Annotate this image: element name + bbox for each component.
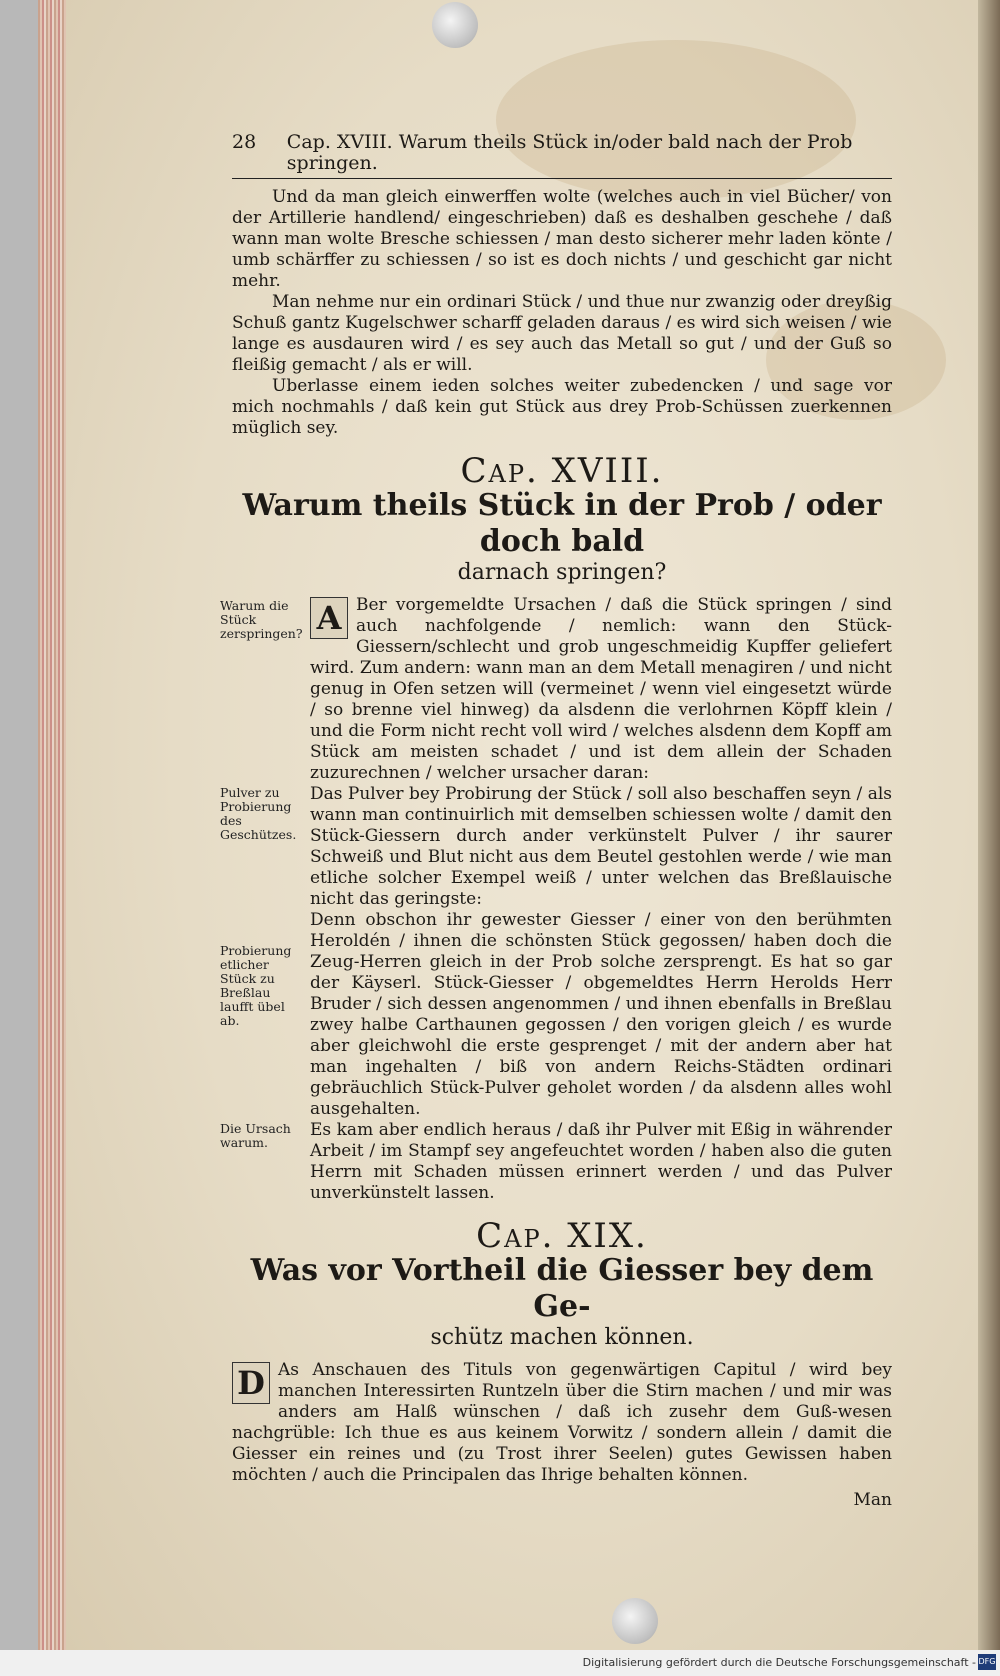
paragraph: Uberlasse einem ieden solches weiter zubedencken / und sage vor mich nochmahls / daß kein gut Stück aus drey Prob-Schüssen zuerkennen müglich sey. bbox=[232, 376, 892, 438]
digitization-footer bbox=[0, 1650, 1000, 1676]
page-clip-top bbox=[432, 2, 478, 48]
chapter-section bbox=[232, 1360, 892, 1486]
dfg-logo: DFG bbox=[978, 1654, 996, 1670]
book-edge bbox=[978, 0, 1000, 1650]
paragraph: Es kam aber endlich heraus / daß ihr Pulver mit Eßig in währender Arbeit / im Stampf sey angefeuchtet worden / haben also die guten Herrn mit Schaden müssen erinnert werden / und das Pulver unverkünstelt lassen. bbox=[310, 1120, 892, 1203]
margin-note: Die Ursach warum. bbox=[220, 1121, 291, 1150]
paragraph: Und da man gleich einwerffen wolte (welches auch in viel Bücher/ von der Artillerie handlend/ eingeschrieben) daß es deshalben geschehe / daß wann man wolte Bresche schiessen / man desto sicherer mehr laden könte / umb schärffer zu schiessen / so ist es doch nichts / und geschicht gar nicht mehr. bbox=[232, 187, 892, 291]
chapter-title: Was vor Vortheil die Giesser bey dem Ge- bbox=[250, 1253, 874, 1324]
drop-cap: D bbox=[232, 1362, 270, 1404]
margin-note: Probierung etlicher Stück zu Breßlau laufft übel ab. bbox=[220, 943, 292, 1028]
page-text bbox=[220, 131, 892, 1511]
paragraph: Ber vorgemeldte Ursachen / daß die Stück springen / sind auch nachfolgende / nemlich: wann den Stück-Giessern/schlecht und grob ungeschmeidig Kupffer geliefert wird. Zum andern: wann man an dem Metall menagiren / und nicht genug in Ofen setzen will (vermeinet / wenn viel eingesetzt würde / so brenne viel hinweg) da alsdenn die verlohrnen Köpff klein / und die Form nicht recht voll wird / welches alsdenn dem Kopff am Stück am meisten schadet / und ist dem allein der Schaden zuzurechnen / welcher ursacher daran: bbox=[310, 595, 892, 783]
paragraph: Man nehme nur ein ordinari Stück / und thue nur zwanzig oder dreyßig Schuß gantz Kugelschwer scharff geladen daraus / es wird sich weisen / wie lange es ausdauren wird / es sey auch das Metall so gut / und der Guß so fleißig gemacht / als er will. bbox=[232, 292, 892, 375]
margin-note: Warum die Stück zerspringen? bbox=[220, 598, 303, 641]
chapter-section bbox=[220, 910, 892, 1120]
catchword: Man bbox=[853, 1490, 892, 1510]
chapter-section bbox=[220, 784, 892, 910]
paragraph: Das Pulver bey Probirung der Stück / soll also beschaffen seyn / als wann man continuirlich mit demselben schiessen wolte / damit den Stück-Giessern durch ander verkünstelt Pulver / ihr saurer Schweiß und Blut nicht aus dem Beutel gestohlen werde / wie man etliche solcher Exempel weiß / unter welchen das Breßlauische nicht das geringste: bbox=[310, 784, 892, 909]
chapter-subtitle: darnach springen? bbox=[457, 560, 667, 585]
page-number: 28 bbox=[232, 131, 257, 153]
drop-cap: A bbox=[310, 597, 348, 639]
chapter-subtitle: schütz machen können. bbox=[430, 1325, 694, 1350]
chapter-number: Cap. XVIII. bbox=[460, 451, 664, 491]
margin-note: Pulver zu Probierung des Geschützes. bbox=[220, 785, 297, 842]
page-edges bbox=[38, 0, 68, 1650]
header-title: Cap. XVIII. Warum theils Stück in/oder bald nach der Prob springen. bbox=[286, 131, 853, 174]
paragraph: Denn obschon ihr gewester Giesser / einer von den berühmten Heroldén / ihnen die schönsten Stück gegossen/ haben doch die Zeug-Herren gleich in der Prob solche zersprengt. Es hat so gar der Käyserl. Stück-Giesser / obgemeldtes Herrn Herolds Herr Bruder / sich dessen angenommen / und ihnen ebenfalls in Breßlau zwey halbe Carthaunen gegossen / den vorigen gleich / es wurde aber gleichwohl die erste gesprenget / mit der andern aber hat man ingehalten / biß von andern Reichs-Städten ordinari gebräuchlich Stück-Pulver geholet worden / da alsdenn alles wohl ausgehalten. bbox=[310, 910, 892, 1119]
chapter-number: Cap. XIX. bbox=[476, 1216, 648, 1256]
chapter-section bbox=[220, 595, 892, 784]
footer-credit: Digitalisierung gefördert durch die Deutsche Forschungsgemeinschaft - bbox=[582, 1656, 976, 1669]
chapter-section bbox=[220, 1120, 892, 1204]
paragraph: As Anschauen des Tituls von gegenwärtigen Capitul / wird bey manchen Interessirten Runtzeln über die Stirn machen / und mir was anders am Halß wünschen / daß ich zusehr dem Guß-wesen nachgrüble: Ich thue es aus keinem Vorwitz / sondern allein / damit die Giesser ein reines und (zu Trost ihrer Seelen) gutes Gewissen haben möchten / auch die Principalen das Ihrige behalten können. bbox=[232, 1360, 892, 1485]
page-clip-bottom bbox=[612, 1598, 658, 1644]
chapter-title: Warum theils Stück in der Prob / oder doch bald bbox=[242, 488, 882, 559]
running-header bbox=[232, 132, 892, 179]
